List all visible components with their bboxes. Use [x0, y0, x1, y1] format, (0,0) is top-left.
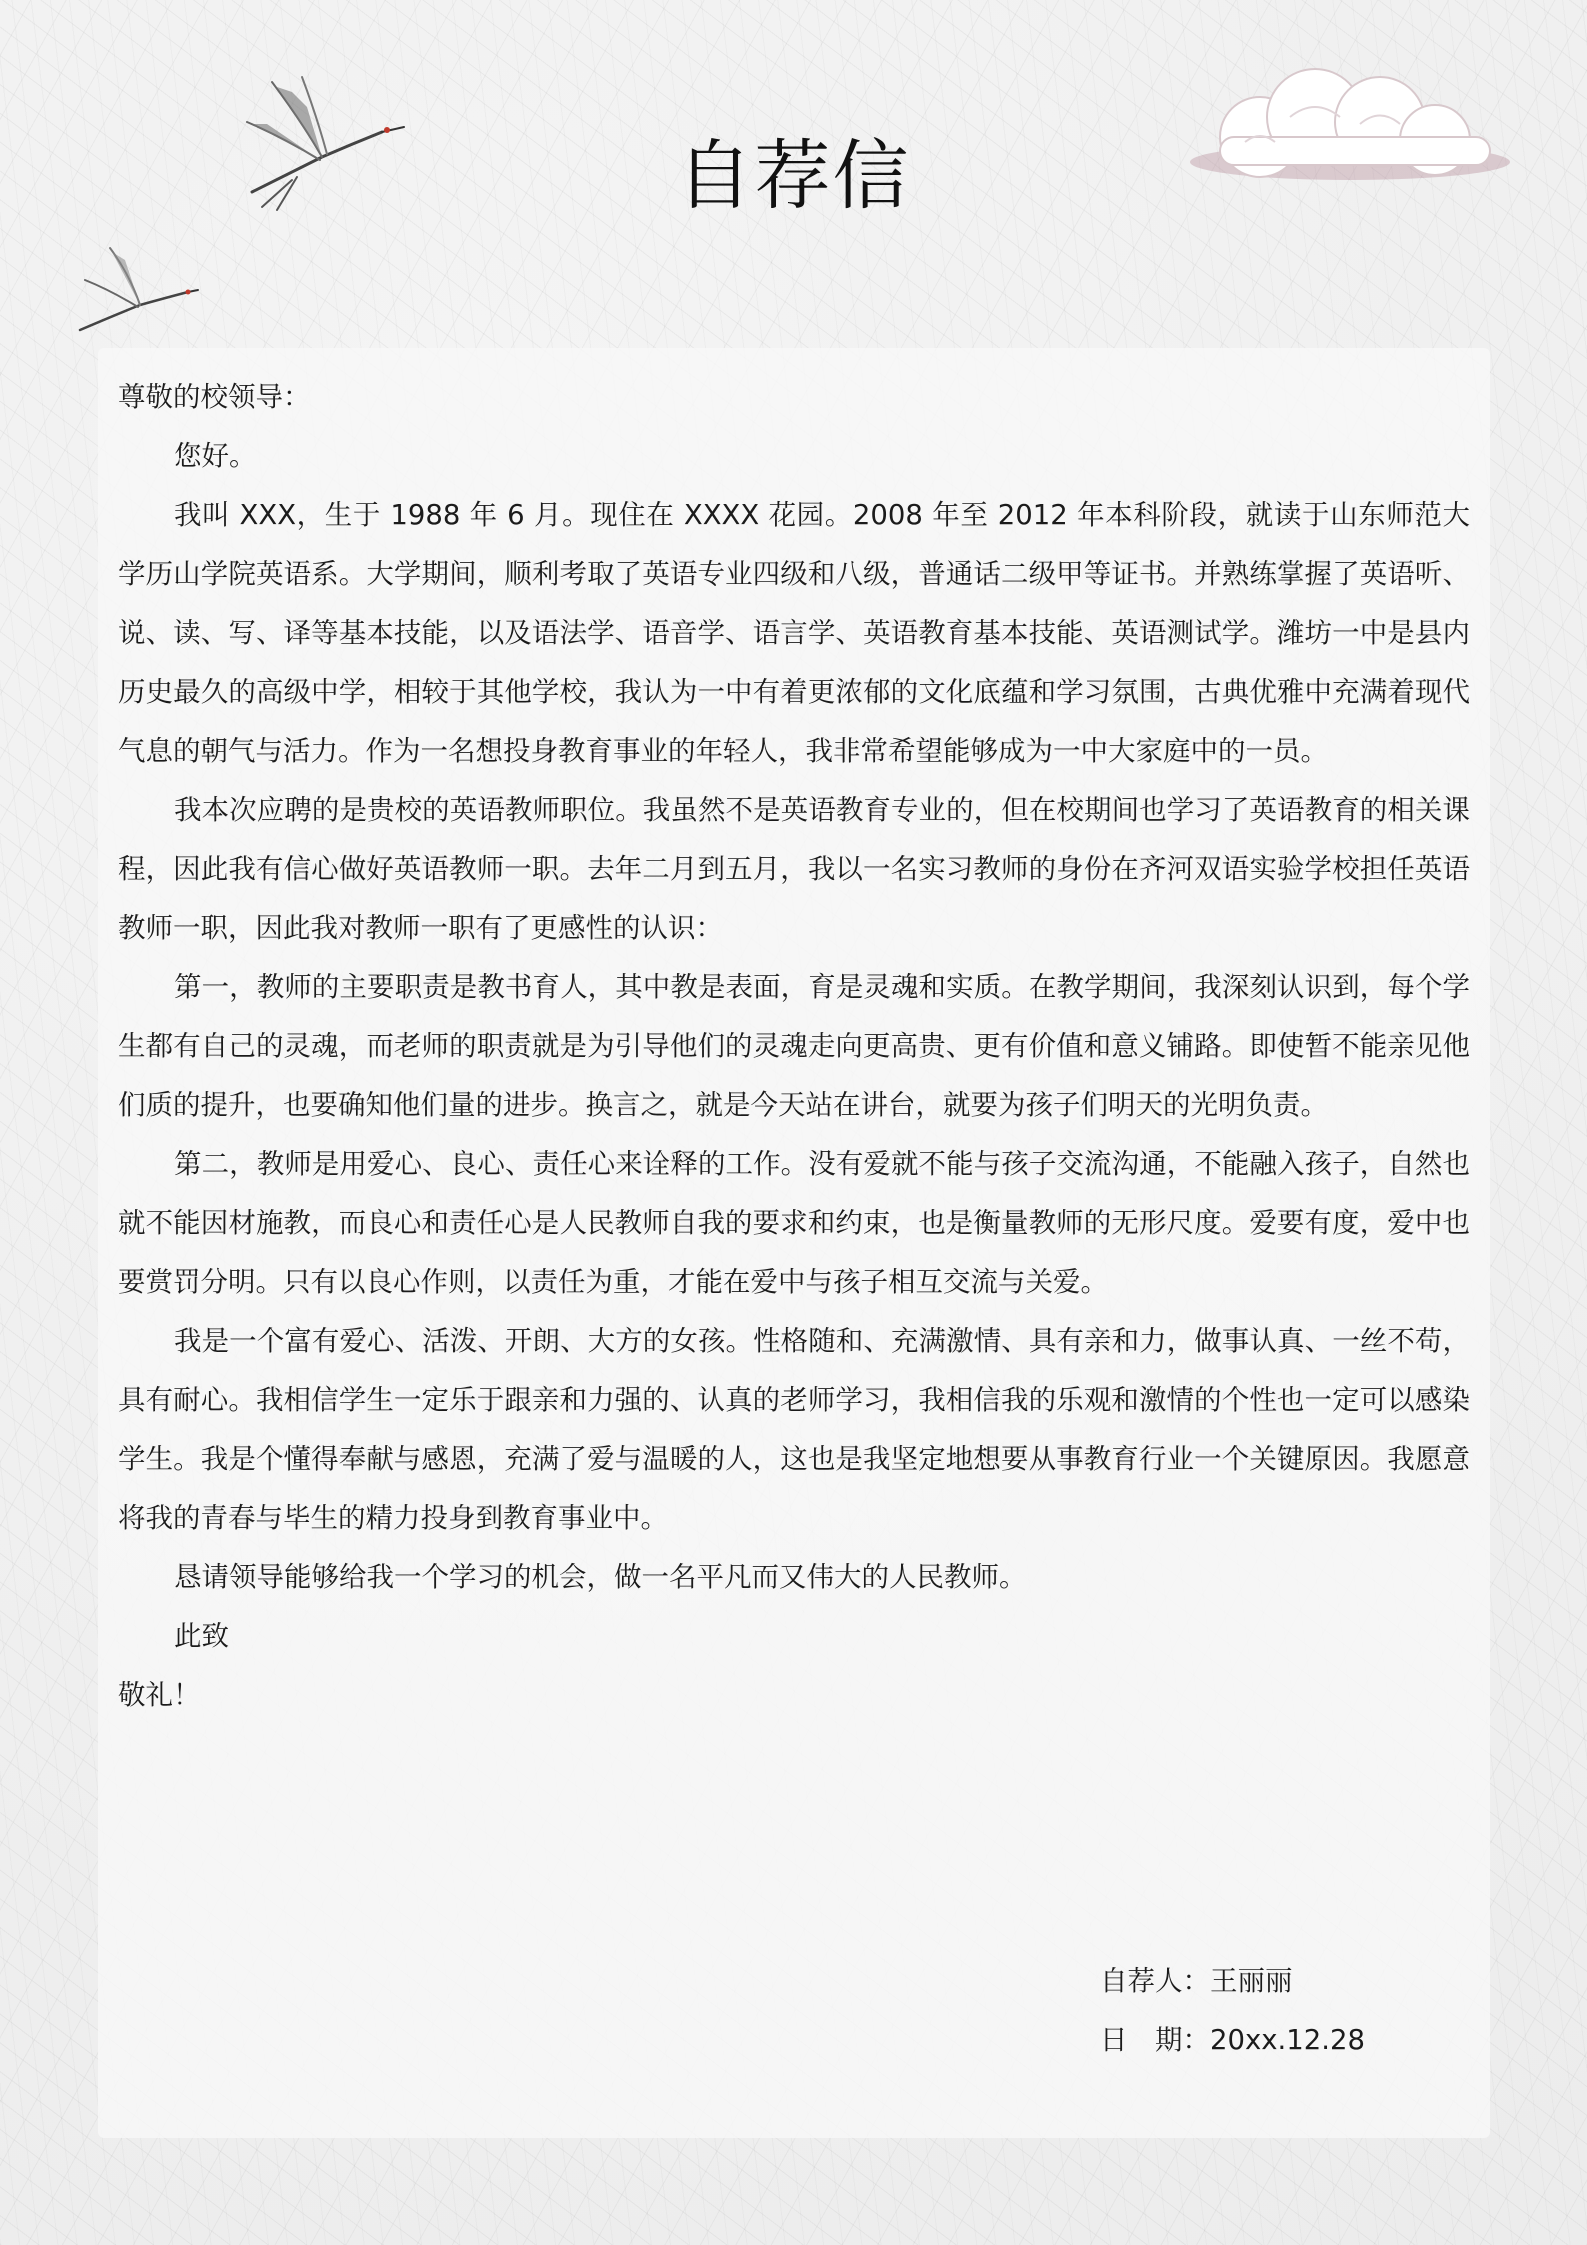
signature-date-label: 日 期： [1100, 2024, 1210, 2056]
paragraph-request: 恳请领导能够给我一个学习的机会，做一名平凡而又伟大的人民教师。 [174, 1561, 1027, 1593]
letter-body [118, 368, 1470, 1725]
paragraph-first-point: 第一，教师的主要职责是教书育人，其中教是表面，育是灵魂和实质。在教学期间，我深刻认识到，每个学生都有自己的灵魂，而老师的职责就是为引导他们的灵魂走向更高贵、更有价值和意义铺路。即使暂不能亲见他们质的提升，也要确知他们量的进步。换言之，就是今天站在讲台，就要为孩子们明天的光明负责。 [118, 971, 1470, 1121]
signature-name-label: 自荐人： [1100, 1965, 1210, 1997]
signature-name-row [1100, 1952, 1365, 2011]
paragraph-second-point: 第二，教师是用爱心、良心、责任心来诠释的工作。没有爱就不能与孩子交流沟通，不能融入孩子，自然也就不能因材施教，而良心和责任心是人民教师自我的要求和约束，也是衡量教师的无形尺度。爱要有度，爱中也要赏罚分明。只有以良心作则，以责任为重，才能在爱中与孩子相互交流与关爱。 [118, 1148, 1470, 1298]
page-title: 自荐信 [676, 131, 911, 220]
signature-name: 王丽丽 [1210, 1965, 1293, 1997]
signature-date-row [1100, 2011, 1365, 2070]
greeting: 您好。 [174, 440, 257, 472]
closing-jingli: 敬礼！ [118, 1679, 201, 1711]
salutation: 尊敬的校领导： [118, 381, 311, 413]
signature-block [1100, 1952, 1365, 2070]
signature-date: 20xx.12.28 [1210, 2024, 1366, 2056]
paragraph-personality: 我是一个富有爱心、活泼、开朗、大方的女孩。性格随和、充满激情、具有亲和力，做事认真、一丝不苟，具有耐心。我相信学生一定乐于跟亲和力强的、认真的老师学习，我相信我的乐观和激情的个性也一定可以感染学生。我是个懂得奉献与感恩，充满了爱与温暖的人，这也是我坚定地想要从事教育行业一个关键原因。我愿意将我的青春与毕生的精力投身到教育事业中。 [118, 1325, 1470, 1534]
closing-cizhi: 此致 [174, 1620, 229, 1652]
crane-icon [70, 240, 200, 340]
paragraph-application: 我本次应聘的是贵校的英语教师职位。我虽然不是英语教育专业的，但在校期间也学习了英语教育的相关课程，因此我有信心做好英语教师一职。去年二月到五月，我以一名实习教师的身份在齐河双语实验学校担任英语教师一职，因此我对教师一职有了更感性的认识： [118, 794, 1470, 944]
paragraph-intro: 我叫 XXX，生于 1988 年 6 月。现住在 XXXX 花园。2008 年至 2012 年本科阶段，就读于山东师范大学历山学院英语系。大学期间，顺利考取了英语专业四级和八级，普通话二级甲等证书。并熟练掌握了英语听、说、读、写、译等基本技能，以及语法学、语音学、语言学、英语教育基本技能、英语测试学。潍坊一中是县内历史最久的高级中学，相较于其他学校，我认为一中有着更浓郁的文化底蕴和学习氛围，古典优雅中充满着现代气息的朝气与活力。作为一名想投身教育事业的年轻人，我非常希望能够成为一中大家庭中的一员。 [118, 499, 1470, 767]
